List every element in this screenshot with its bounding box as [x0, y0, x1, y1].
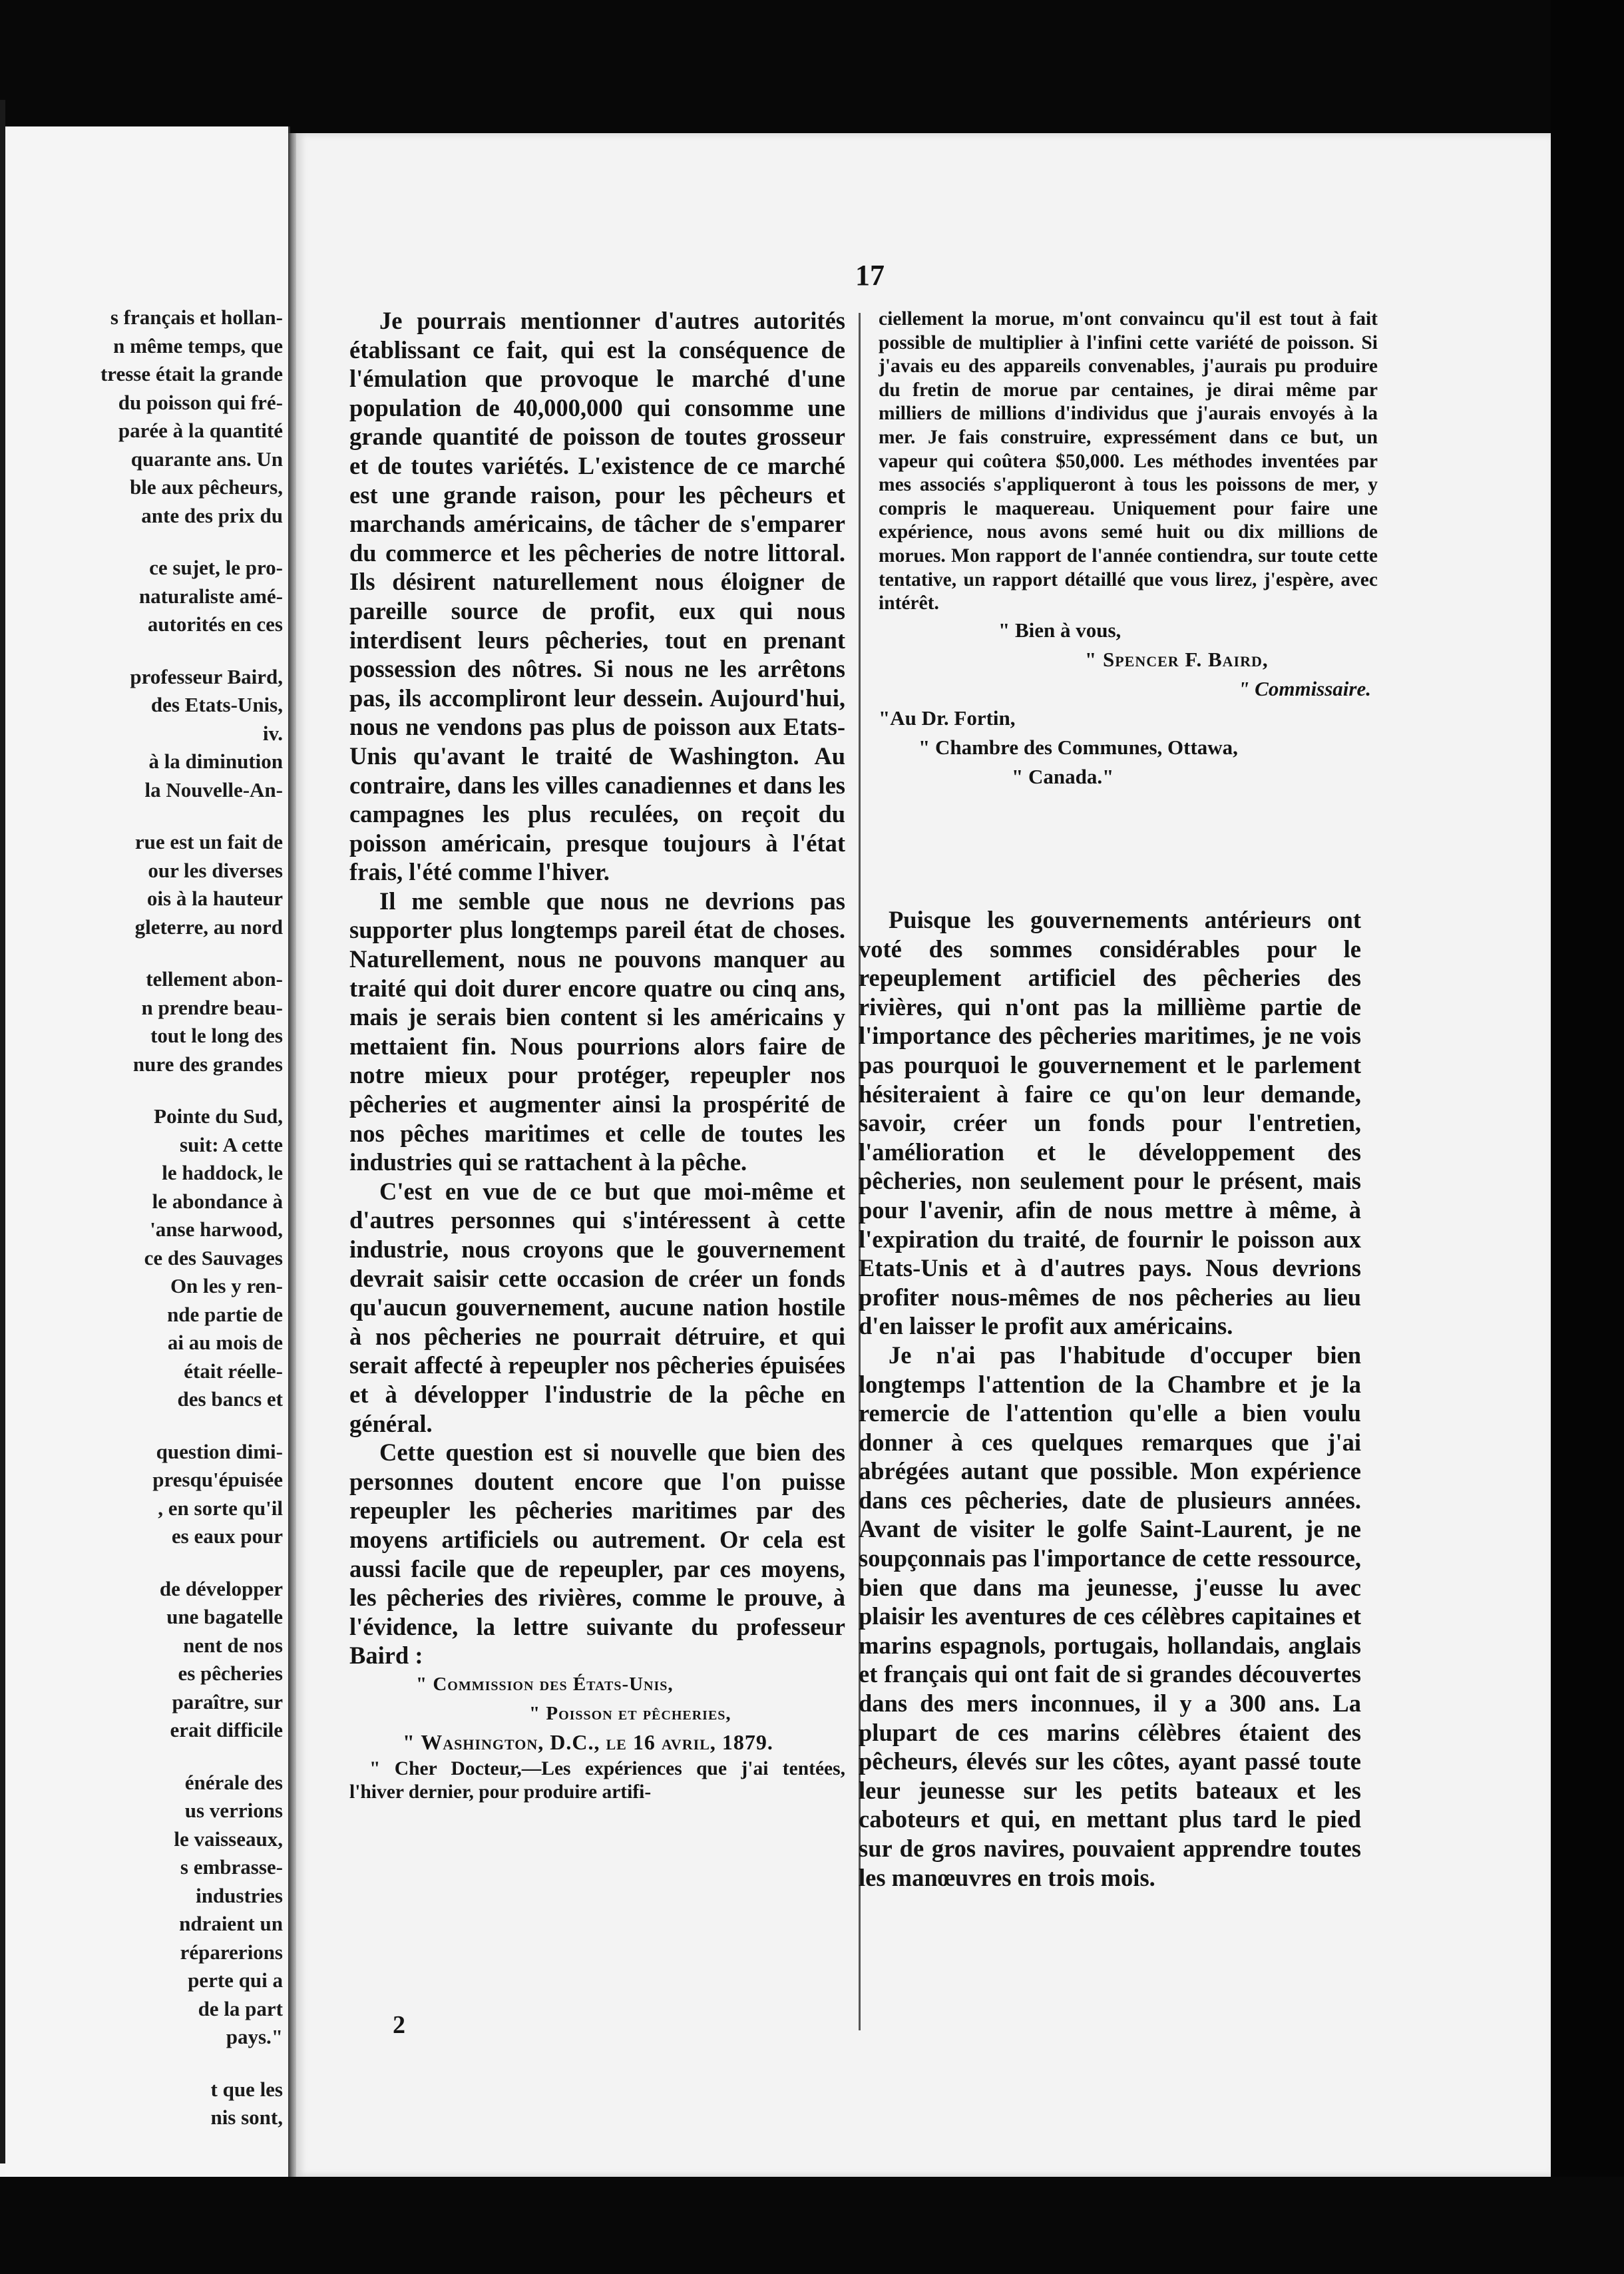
facing-page-line: naturaliste amé-: [138, 584, 283, 608]
facing-page-line: nure des grandes: [132, 1052, 283, 1076]
facing-page-line: ai au mois de: [167, 1331, 283, 1354]
paragraph: C'est en vue de ce but que moi-même et d'autres personnes qui s'intéressent à cette industrie, nous croyons que le gouvernement devrait saisir cette occasion de créer un fonds qu'aucun gouvernement, aucune nation hostile à nos pêcheries ne pourrait détruire, et qui serait affecté à repeupler nos pêcheries épuisées et à développer l'industrie de la pêche en général.: [349, 1177, 845, 1437]
facing-page-line: erait difficile: [170, 1718, 283, 1741]
right-column: [859, 905, 1361, 1892]
facing-page-line: On les y ren-: [170, 1274, 283, 1297]
letter-address-line: " Chambre des Communes, Ottawa,: [918, 735, 1238, 759]
facing-page-line: des Etats-Unis,: [150, 693, 283, 716]
scan-frame-right: [1551, 0, 1624, 2274]
letter-body: ciellement la morue, m'ont convaincu qu'il est tout à fait possible de multiplier à l'infini cette variété de poisson. Si j'avais eu des appareils convenables, j'aurais pu produire du fretin de morue par centaines, je dirai même par milliers de millions d'individus que j'aurais envoyés à la mer. Je fais construire, expressément dans ce but, un vapeur qui coûtera $50,000. Les méthodes inventées par mes associés s'appliqueront à tous les poissons de mer, y compris le maquereau. Uniquement pour faire une expérience, nous avons semé huit ou dix millions de morues. Mon rapport de l'année contiendra, sur toute cette tentative, un rapport détaillé que vous lirez, j'espère, avec intérêt.: [879, 308, 1378, 614]
facing-page-line: le abondance à: [152, 1189, 283, 1213]
facing-page-line: es eaux pour: [171, 1524, 283, 1548]
facing-page-line: our les diverses: [148, 858, 283, 882]
facing-page-line: nde partie de: [167, 1302, 283, 1326]
facing-page-line: parée à la quantité: [118, 419, 283, 442]
facing-page-line: suit: A cette: [180, 1132, 283, 1156]
facing-page-line: n prendre beau-: [141, 995, 283, 1019]
facing-page-line: question dimi-: [156, 1439, 283, 1463]
facing-page-line: quarante ans. Un: [130, 447, 283, 471]
letter-address-recipient: "Au Dr. Fortin,: [879, 706, 1016, 730]
left-column: [349, 306, 845, 1805]
facing-page-line: pays.": [226, 2025, 283, 2048]
paragraph: Il me semble que nous ne devrions pas supporter plus longtemps pareil état de choses. Naturellement, nous ne pouvons manquer au traité qui doit durer encore quatre ou cinq ans, mais je serais bien content si les américains y mettaient fin. Nous pourrions alors faire de notre mieux pour protéger, repeupler nos pêcheries et augmenter ainsi la prospérité de nos pêches maritimes et celle de toutes les industries qui se rattachent à la pêche.: [349, 887, 845, 1176]
facing-page-line: us verrions: [184, 1799, 283, 1822]
scan-frame-bottom: [0, 2177, 1624, 2274]
facing-page-line: la Nouvelle-An-: [144, 778, 283, 801]
facing-page-line: des bancs et: [177, 1387, 283, 1411]
facing-page-line: de la part: [198, 1996, 283, 2020]
facing-page-line: s français et hollan-: [110, 306, 283, 329]
facing-page-line: à la diminution: [148, 750, 283, 773]
facing-page-line: tellement abon-: [146, 967, 283, 991]
facing-page-line: Pointe du Sud,: [154, 1104, 283, 1128]
letter-header-commission: " Commission des États-Unis,: [416, 1673, 674, 1695]
book-gutter: [288, 133, 296, 2183]
facing-page-line: gleterre, au nord: [134, 915, 283, 939]
facing-page-line: était réelle-: [184, 1359, 283, 1383]
facing-page-line: iv.: [262, 721, 283, 745]
page-number: 17: [855, 259, 885, 292]
letter-signature-title: " Commissaire.: [1238, 676, 1371, 700]
facing-page-line: nent de nos: [183, 1633, 283, 1657]
letter-address-line: " Canada.": [1012, 764, 1114, 788]
facing-page-line: énérale des: [184, 1770, 283, 1794]
facing-page-line: ndraient un: [179, 1912, 283, 1935]
facing-page-line: du poisson qui fré-: [118, 390, 283, 414]
facing-page-line: ante des prix du: [141, 503, 283, 527]
paragraph: Je pourrais mentionner d'autres autorités établissant ce fait, qui est la conséquence de l'émulation que provoque le marché d'une population de 40,000,000 qui consomme une grande quantité de poisson de toutes grosseur et de toutes variétés. L'existence de ce marché est une grande raison, pour les pêcheurs et marchands américains, de tâcher de s'emparer du commerce et les pêcheries de notre littoral. Ils désirent naturellement nous éloigner de pareille source de profit, eux qui nous interdisent leurs pêcheries, tout en prenant possession des nôtres. Si nous ne les arrêtons pas, ils accompliront leur dessein. Aujourd'hui, nous ne vendons pas plus de poisson aux Etats-Unis qu'avant le traité de Washington. Au contraire, dans les villes canadiennes et dans les campagnes les plus reculées, on reçoit du poisson américain, presque toujours à l'état frais, l'été comme l'hiver.: [349, 307, 845, 886]
facing-page-fragment: [5, 126, 290, 2177]
paragraph: Je n'ai pas l'habitude d'occuper bien longtemps l'attention de la Chambre et je la remercie de l'attention qu'elle a bien voulu donner à ces quelques remarques que j'ai abrégées autant que possible. Mon expérience dans ces pêcheries, date de plusieurs années. Avant de visiter le golfe Saint-Laurent, je ne soupçonnais pas l'importance de cette ressource, bien que dans ma jeunesse, j'eusse lu avec plaisir les aventures de ces célèbres capitaines et marins espagnols, portugais, hollandais, anglais et français qui ont fait de si grandes découvertes dans des mers inconnues, il y a 300 ans. La plupart de ces marins célèbres étaient des pêcheurs, élevés sur les côtes, ayant passé toute leur jeunesse sur les petits bateaux et les caboteurs et qui, en mettant plus tard le pied sur de gros navires, pouvaient apprendre toutes les manœuvres en trois mois.: [859, 1341, 1361, 1891]
facing-page-line: tresse était la grande: [100, 362, 283, 385]
paragraph: Cette question est si nouvelle que bien des personnes doutent encore que l'on puisse repeupler les pêcheries maritimes par des moyens artificiels ou autrement. Or cela est aussi facile que de repeupler, par ces moyens, les pêcheries des rivières, comme le prouve, à l'évidence, la lettre suivante du professeur Baird :: [349, 1439, 845, 1670]
facing-page-line: rue est un fait de: [134, 830, 283, 853]
facing-page-line: réparerions: [180, 1940, 283, 1964]
letter-place-date: " Washington, D.C., le 16 avril, 1879.: [403, 1730, 773, 1755]
scan-frame-top: [0, 0, 1624, 143]
facing-page-line: paraître, sur: [172, 1690, 283, 1713]
facing-page-line: industries: [196, 1883, 283, 1907]
facing-page-line: presqu'épuisée: [152, 1468, 283, 1491]
facing-page-line: t que les: [210, 2077, 283, 2101]
facing-page-line: 'anse harwood,: [150, 1218, 283, 1241]
letter-closing: " Bien à vous,: [998, 618, 1121, 642]
facing-page-line: le vaisseaux,: [174, 1827, 283, 1851]
facing-page-line: n même temps, que: [113, 334, 283, 357]
right-column-letter: [879, 308, 1378, 792]
facing-page-line: ce sujet, le pro-: [149, 556, 283, 579]
facing-page-line: professeur Baird,: [130, 664, 283, 688]
facing-page-line: autorités en ces: [147, 612, 283, 636]
facing-page-line: es pêcheries: [178, 1662, 283, 1685]
signature-mark: 2: [393, 2011, 405, 2039]
letter-header-department: " Poisson et pêcheries,: [529, 1702, 731, 1724]
facing-page-line: le haddock, le: [162, 1161, 283, 1184]
facing-page-line: perte qui a: [188, 1968, 283, 1992]
facing-page-line: ble aux pêcheurs,: [130, 475, 283, 499]
facing-page-line: tout le long des: [150, 1024, 283, 1047]
facing-page-line: de développer: [159, 1576, 283, 1600]
facing-page-line: ce des Sauvages: [144, 1246, 283, 1269]
facing-page-line: nis sont,: [210, 2106, 283, 2129]
facing-page-line: une bagatelle: [166, 1605, 283, 1628]
scan-frame-left: [0, 100, 5, 2163]
paragraph: Puisque les gouvernements antérieurs ont voté des sommes considérables pour le repeuplement artificiel des pêcheries des rivières, qui n'ont pas la millième partie de l'importance des pêcheries maritimes, je ne vois pas pourquoi le gouvernement et le parlement hésiteraient à faire ce qu'on leur demande, savoir, créer un fonds pour l'entretien, l'amélioration et le développement des pêcheries, non seulement pour le présent, mais pour l'avenir, afin de nous mettre à même, à l'expiration du traité, de fournir le poisson aux Etats-Unis et à d'autres pays. Nous devrions profiter nous-mêmes de nos pêcheries au lieu d'en laisser le profit aux américains.: [859, 906, 1361, 1340]
letter-opening: " Cher Docteur,—Les expériences que j'ai tentées, l'hiver dernier, pour produire artifi-: [349, 1757, 845, 1803]
letter-signature: " Spencer F. Baird,: [1085, 647, 1269, 671]
facing-page-line: ois à la hauteur: [146, 887, 283, 910]
facing-page-line: , en sorte qu'il: [158, 1496, 283, 1520]
facing-page-line: s embrasse-: [180, 1855, 283, 1879]
